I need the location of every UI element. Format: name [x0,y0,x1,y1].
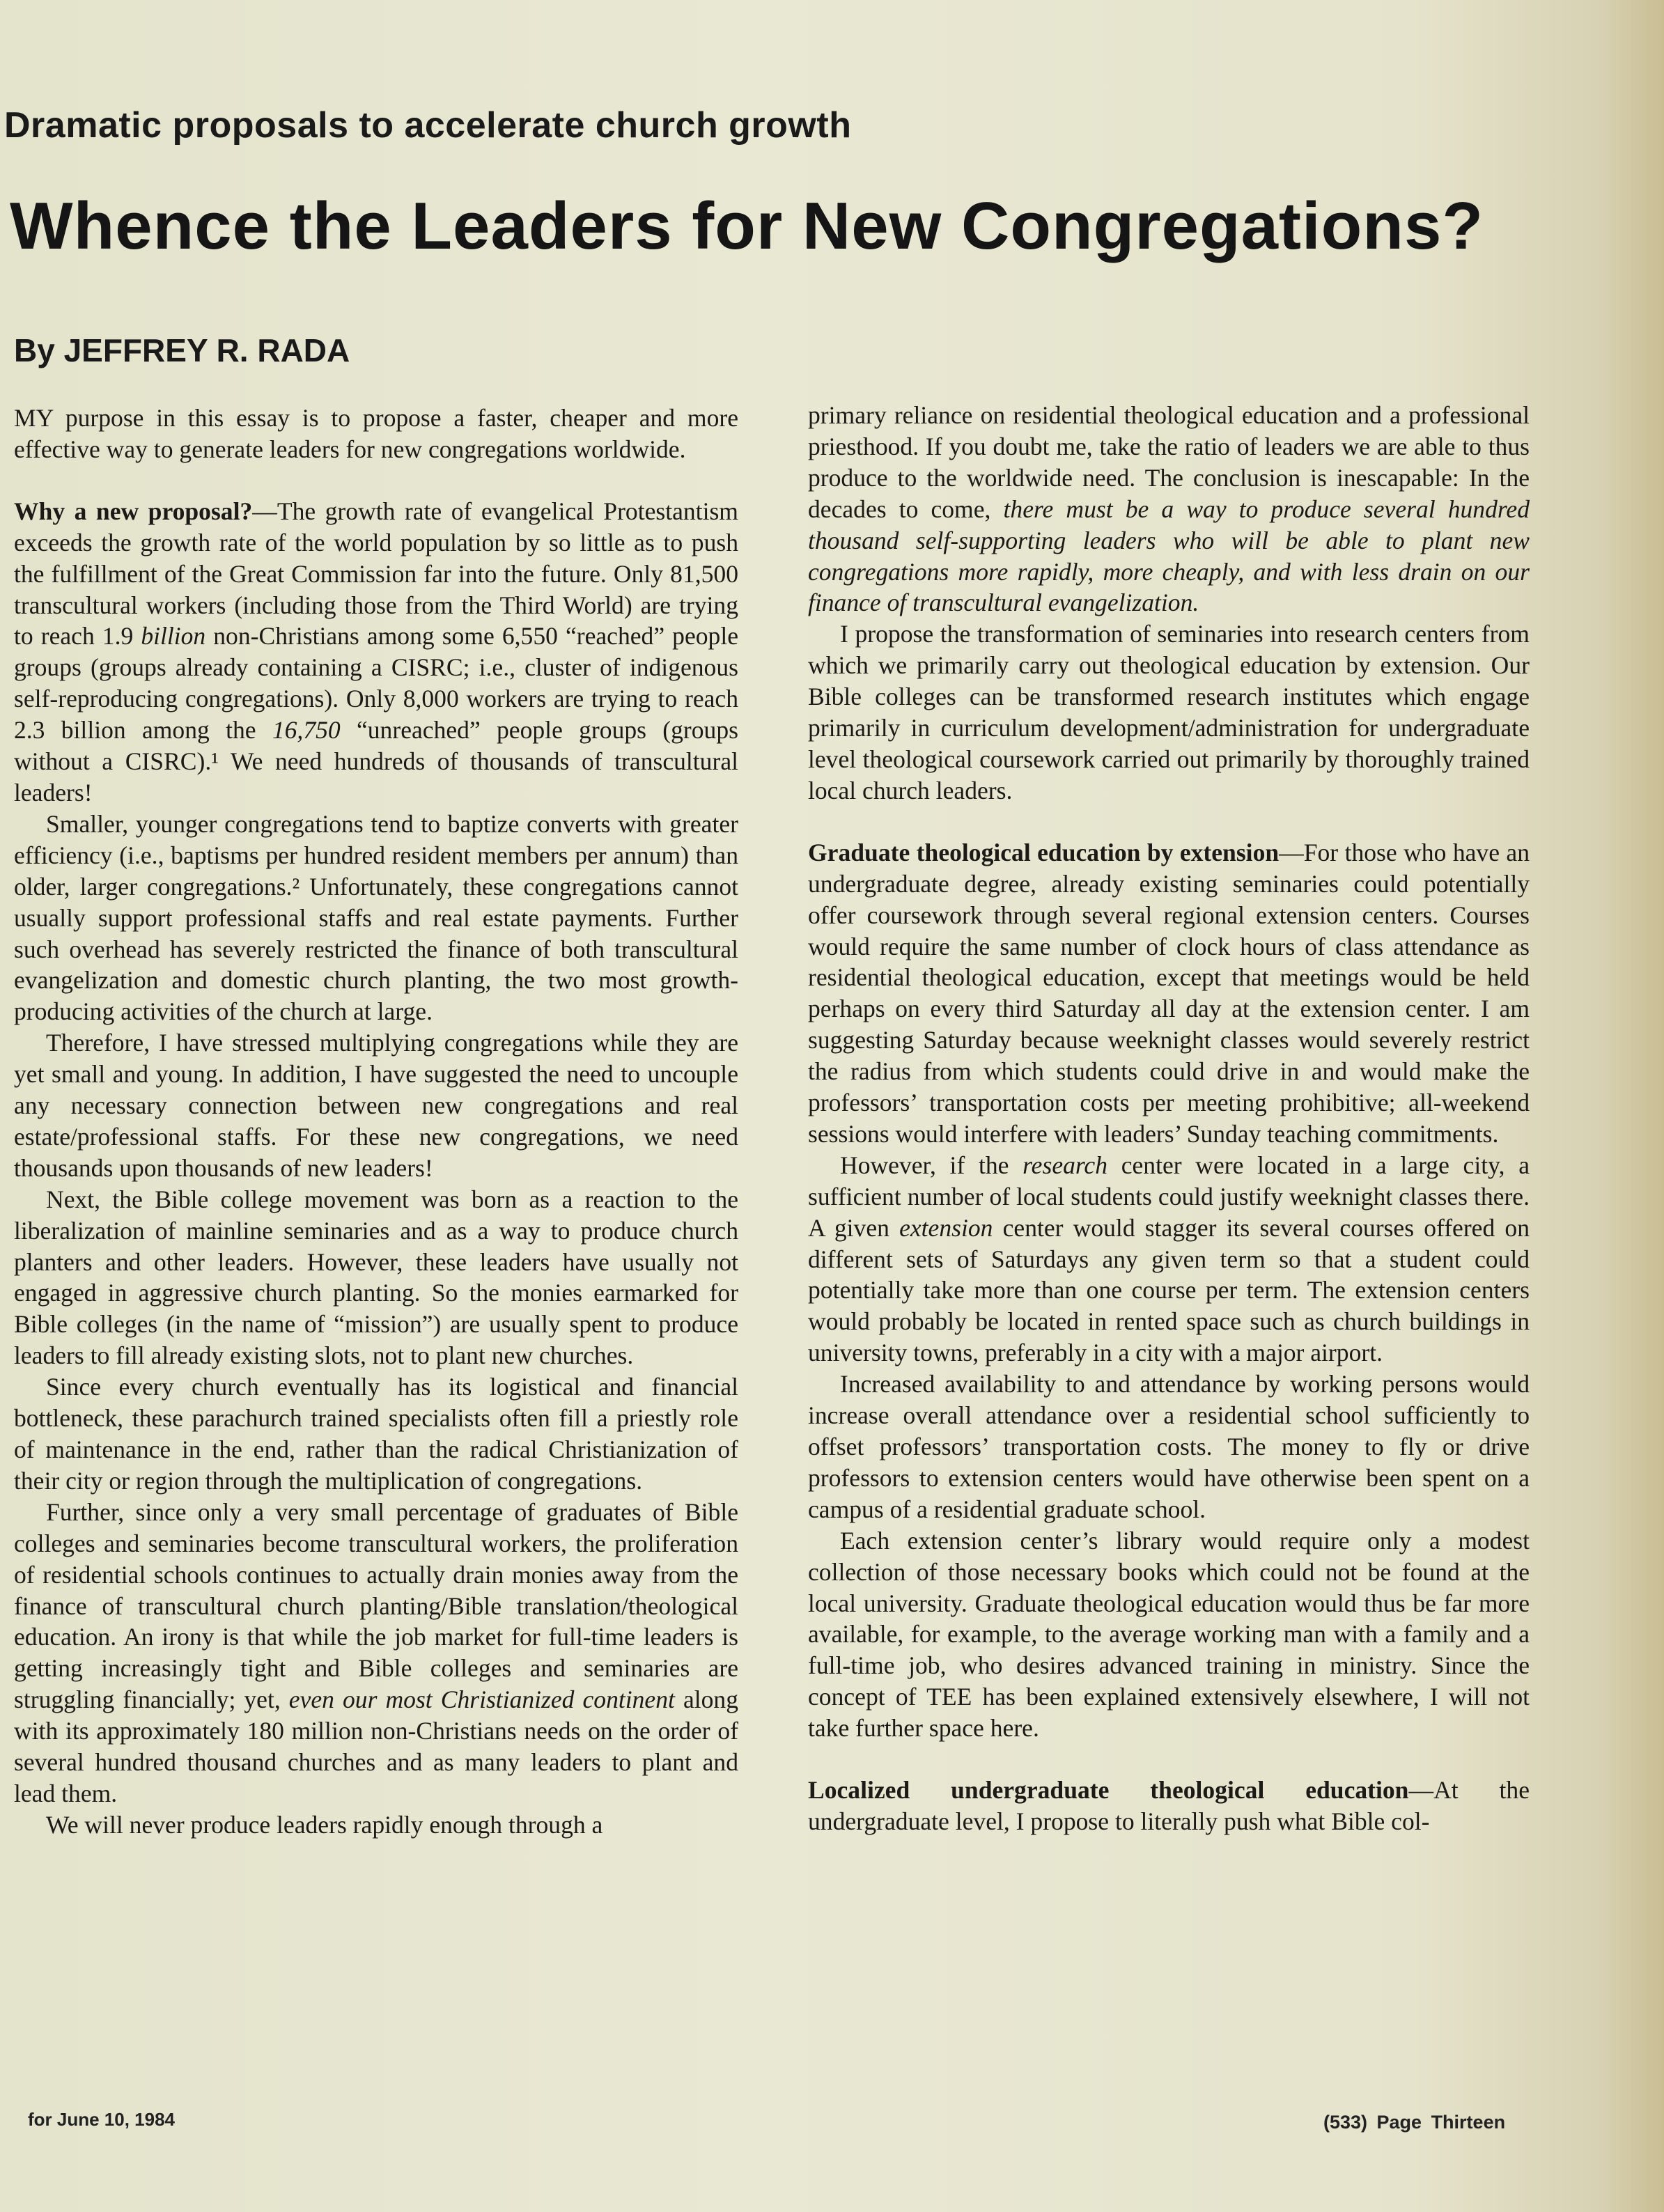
section-heading: Why a new proposal? [14,497,253,525]
emphasis-text: extension [899,1213,993,1242]
body-paragraph [14,1809,738,1841]
paragraph-text: center would stagger its several courses offered on different sets of Saturdays any given term so that a student could potentially take more than one course per term. The extension centers would probably be located in rented space such as church buildings in university towns, preferably in a city with a major airport. [808,1213,1530,1367]
paragraph-text: MY purpose in this essay is to propose a faster, cheaper and more effective way to generate leaders for new congregations worldwide. [14,404,738,463]
body-paragraph [808,1150,1530,1369]
issue-date: for June 10, 1984 [28,2109,175,2130]
paragraph-text: Therefore, I have stressed multiplying congregations while they are yet small and young. In addition, I have suggested the need to uncouple any necessary connection between new congregations and real estate/professional staffs. For these new congregations, we need thousands upon thousands of new leaders! [14,1029,738,1182]
paragraph-text: We will never produce leaders rapidly enough through a [46,1810,603,1839]
body-paragraph [808,1525,1530,1744]
emphasis-text: research [1022,1151,1108,1179]
article-kicker: Dramatic proposals to accelerate church growth [4,105,852,146]
body-paragraph [808,837,1530,1150]
paragraph-text: “unreached” people groups (groups without a CISRC).¹ We need hundreds of thousands of transcultural leaders! [14,716,738,807]
body-paragraph [14,496,738,809]
paragraph-text: Further, since only a very small percentage of graduates of Bible colleges and seminaries become transcultural workers, the proliferation of residential schools continues to actually drain monies away from the finance of transcultural church planting/Bible translation/theological education. An irony is that while the job market for full-time leaders is getting increasingly tight and Bible colleges and seminaries are struggling financially; yet, [14,1497,738,1714]
emphasis-text: there must be a way to produce several hundred thousand self-supporting leaders who will be able to plant new congregations more rapidly, more cheaply, and with less drain on our finance of transcultural evangelization. [808,494,1530,617]
paragraph-text: Next, the Bible college movement was born as a reaction to the liberalization of mainline seminaries and as a way to produce church planters and other leaders. However, these leaders have usually not engaged in aggressive church planting. So the monies earmarked for Bible colleges (in the name of “mission”) are usually spent to produce leaders to fill already existing slots, not to plant new churches. [14,1185,738,1370]
paragraph-text: —At the undergraduate level, I propose to literally push what Bible col- [808,1776,1530,1835]
paragraph-text: —The growth rate of evangelical Protestantism exceeds the growth rate of the world population by so little as to push the fulfillment of the Great Commission far into the future. Only 81,500 transcultural workers (including those from the Third World) are trying to reach 1.9 [14,497,738,651]
body-paragraph [14,1497,738,1809]
page-number: (533) Page Thirteen [1323,2112,1506,2133]
paragraph-text: Since every church eventually has its logistical and financial bottleneck, these parachurch trained specialists often fill a priestly role of maintenance in the end, rather than the radical Christianization of their city or region through the multiplication of congregations. [14,1373,738,1495]
paragraph-text: Each extension center’s library would require only a modest collection of those necessary books which could not be found at the local university. Graduate theological education would thus be far more available, for example, to the average working man with a family and a full-time job, who desires advanced training in ministry. Since the concept of TEE has been explained extensively elsewhere, I will not take further space here. [808,1526,1530,1743]
body-paragraph [808,1775,1530,1837]
paragraph-text: Smaller, younger congregations tend to baptize converts with greater efficiency (i.e., baptisms per hundred resident members per annum) than older, larger congregations.² Unfortunately, these congregations cannot usually support professional staffs and real estate payments. Further such overhead has severely restricted the finance of both transcultural evangelization and domestic church planting, the two most growth-producing activities of the church at large. [14,809,738,1026]
body-paragraph [14,1184,738,1371]
body-paragraph [808,1369,1530,1525]
body-paragraph [808,618,1530,806]
paragraph-text: center were located in a large city, a sufficient number of local students could justify weeknight classes there. A given [808,1151,1530,1242]
paragraph-text: —For those who have an undergraduate degree, already existing seminaries could potentially offer coursework through several regional extension centers. Courses would require the same number of clock hours of class attendance as residential theological education, except that meetings would be held perhaps on every third Saturday all day at the extension center. I am suggesting Saturday because weeknight classes would severely restrict the radius from which students could drive in and would make the professors’ transportation costs per meeting prohibitive; all-weekend sessions would interfere with leaders’ Sunday teaching commitments. [808,838,1530,1148]
body-paragraph [14,1027,738,1184]
emphasis-text: billion [141,622,206,651]
emphasis-text: 16,750 [272,716,341,745]
left-column [14,403,738,1841]
right-column [808,400,1530,1837]
section-heading: Graduate theological education by extension [808,838,1280,866]
emphasis-text: even our most Christianized continent [288,1685,675,1714]
article-title: Whence the Leaders for New Congregations? [10,189,1484,263]
paragraph-text: non-Christians among some 6,550 “reached” people groups (groups already containing a CISRC; i.e., cluster of indigenous self-reproducing congregations). Only 8,000 workers are trying to reach 2.3 billion among the [14,622,739,745]
paragraph-text: primary reliance on residential theological education and a professional priesthood. If you doubt me, take the ratio of leaders we are able to thus produce to the worldwide need. The conclusion is inescapable: In the decades to come, [808,401,1530,523]
body-paragraph [14,1371,738,1497]
article-byline: By JEFFREY R. RADA [14,332,350,368]
paragraph-text: along with its approximately 180 million non-Christians needs on the order of several hundred thousand churches and as many leaders to plant and lead them. [14,1685,738,1807]
section-heading: Localized undergraduate theological education [808,1776,1409,1805]
paragraph-text: However, if the [840,1151,1023,1179]
body-paragraph [808,400,1530,618]
paragraph-text: Increased availability to and attendance by working persons would increase overall attendance over a residential school sufficiently to offset professors’ transportation costs. The money to fly or drive professors to extension centers would have otherwise been spent on a campus of a residential graduate school. [808,1370,1530,1523]
body-paragraph [14,403,738,465]
paragraph-text: I propose the transformation of seminaries into research centers from which we primarily carry out theological education by extension. Our Bible colleges can be transformed research institutes which engage primarily in curriculum development/administration for undergraduate level theological coursework carried out primarily by thoroughly trained local church leaders. [808,620,1530,804]
body-paragraph [14,809,738,1027]
